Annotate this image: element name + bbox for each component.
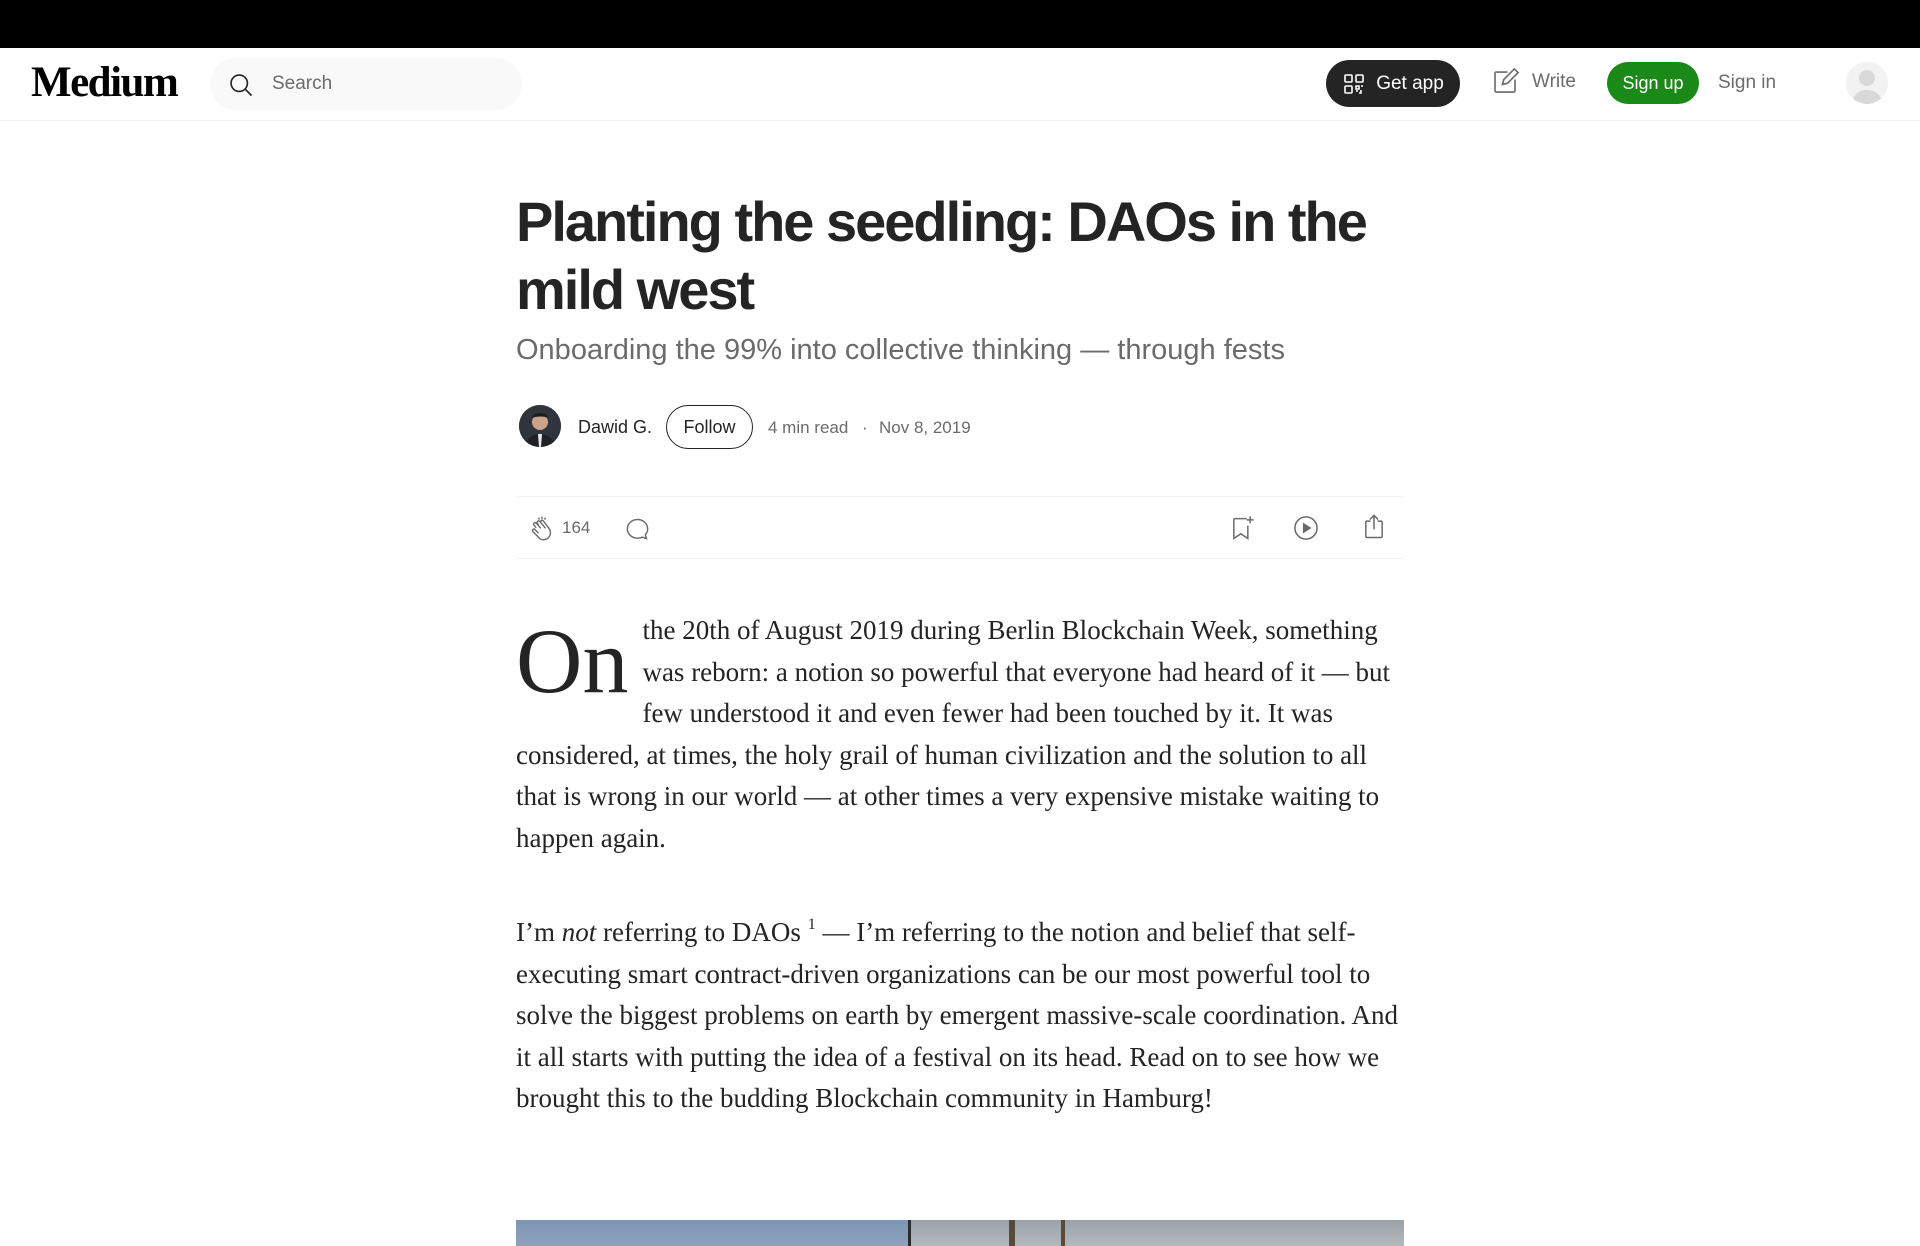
article-title: Planting the seedling: DAOs in the mild west — [516, 190, 1366, 321]
play-icon[interactable] — [1292, 514, 1320, 542]
paragraph-text: the 20th of August 2019 during Berlin Blockchain Week, something was reborn: a notion so powerful that everyone had heard of it — but few understood it and even fewer had been touched by it. It was considered, at times, the holy grail of human civilization and the solution to all that is wrong in our world — at other times a very expensive mistake waiting to happen again. — [516, 615, 1390, 853]
paragraph-text-c: — I’m referring to the notion and belief that self-executing smart contract-driven organizations can be our most powerful tool to solve the biggest problems on earth by emergent massive-scale coordination. And it all starts with putting the idea of a festival on its head. Read on to see how we brought this to the budding Blockchain community in Hamburg! — [516, 917, 1399, 1113]
footnote-ref[interactable]: 1 — [807, 916, 816, 933]
search-icon — [227, 71, 255, 99]
author-avatar[interactable] — [519, 405, 561, 447]
byline — [516, 405, 1404, 449]
author-name[interactable]: Dawid G. — [578, 417, 653, 437]
search-input[interactable] — [270, 58, 510, 110]
follow-button[interactable]: Follow — [666, 405, 753, 449]
read-time: 4 min read — [768, 418, 849, 437]
medium-logo[interactable]: Medium — [31, 59, 178, 106]
write-label: Write — [1532, 71, 1576, 92]
ship-mast — [1061, 1220, 1065, 1246]
hero-image-right — [911, 1220, 1404, 1246]
paragraph — [516, 904, 1404, 1120]
search-box[interactable] — [210, 58, 522, 110]
get-app-button[interactable] — [1326, 60, 1460, 107]
comment-icon[interactable] — [624, 515, 651, 542]
drop-cap: On — [516, 610, 629, 712]
qr-code-icon — [1342, 72, 1366, 96]
clap-count: 164 — [562, 518, 591, 537]
write-icon — [1490, 67, 1520, 97]
user-avatar-button[interactable] — [1846, 62, 1888, 104]
share-icon[interactable] — [1360, 513, 1388, 541]
emphasis-text: not — [561, 917, 597, 947]
site-header — [0, 48, 1920, 121]
get-app-label: Get app — [1376, 72, 1444, 94]
browser-top-bar — [0, 0, 1920, 48]
hero-image — [516, 1220, 1404, 1246]
paragraph-text-a: I’m — [516, 917, 562, 947]
clap-icon[interactable] — [528, 515, 556, 543]
sign-up-button[interactable]: Sign up — [1607, 62, 1699, 104]
article-subtitle: Onboarding the 99% into collective thinking — through fests — [516, 334, 1285, 366]
paragraph-text-b: referring to DAOs — [596, 917, 808, 947]
avatar-icon — [1846, 62, 1888, 104]
bookmark-icon[interactable] — [1228, 514, 1256, 542]
meta-separator: · — [862, 418, 868, 437]
article-action-bar — [516, 496, 1404, 559]
paragraph — [516, 610, 1404, 859]
sign-in-link[interactable]: Sign in — [1718, 72, 1777, 93]
hero-image-left — [516, 1220, 908, 1246]
publish-date: Nov 8, 2019 — [879, 418, 971, 437]
write-button[interactable] — [1490, 64, 1576, 100]
author-photo-icon — [519, 405, 561, 447]
article-body — [516, 610, 1404, 1120]
ship-mast — [1009, 1220, 1015, 1246]
